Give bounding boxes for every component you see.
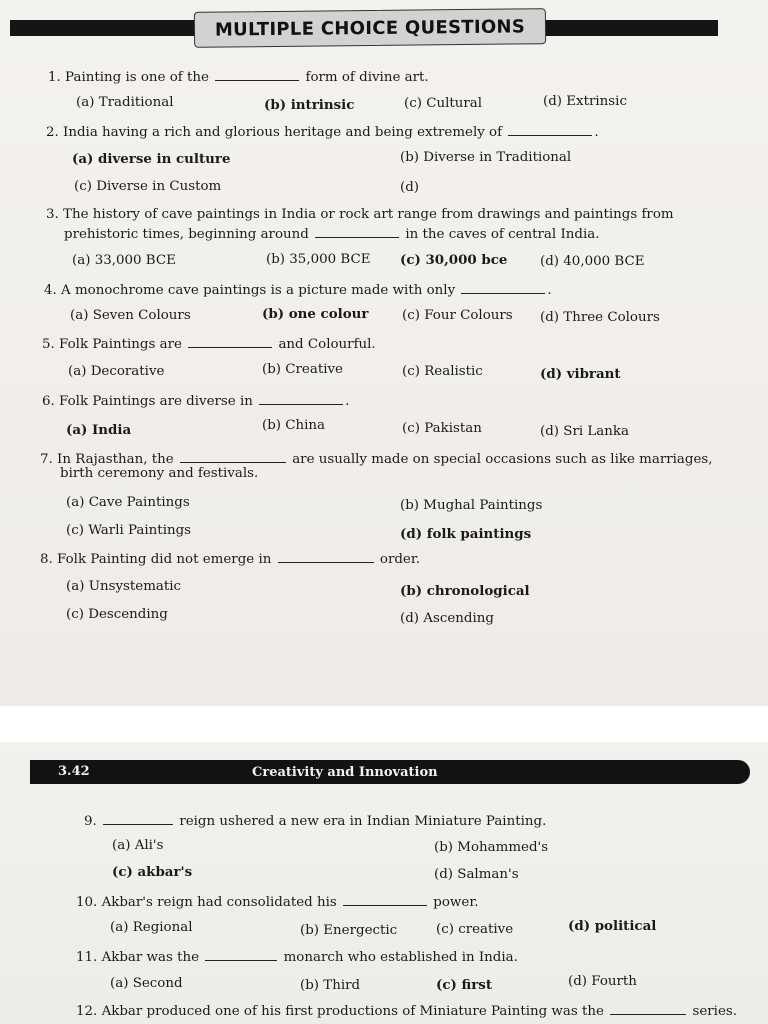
answer-blank <box>103 812 173 825</box>
option-8d: (d) Ascending <box>400 611 494 626</box>
option-10a: (a) Regional <box>110 920 193 935</box>
chapter-title: Creativity and Innovation <box>252 765 438 780</box>
question-8 <box>40 550 420 568</box>
option-1a: (a) Traditional <box>76 95 174 110</box>
option-9c-marked-answer: (c) akbar's <box>112 864 193 880</box>
question-number: 9. <box>84 814 97 829</box>
question-text: . <box>345 394 350 409</box>
option-5a: (a) Decorative <box>68 364 165 379</box>
option-8b-marked-answer: (b) chronological <box>400 583 530 599</box>
option-4a: (a) Seven Colours <box>70 308 191 323</box>
question-number: 12. <box>76 1004 98 1019</box>
option-10c: (c) creative <box>436 922 514 937</box>
page-number: 3.42 <box>58 764 90 779</box>
question-text: Folk Paintings are diverse in <box>59 394 253 409</box>
option-9a: (a) Ali's <box>112 838 164 853</box>
question-text: are usually made on special occasions such as like marriages, <box>292 452 713 467</box>
answer-blank <box>315 225 399 238</box>
option-4d: (d) Three Colours <box>540 310 660 325</box>
chapter-header-bar <box>30 760 750 784</box>
answer-blank <box>215 68 299 81</box>
question-text: and Colourful. <box>278 337 376 352</box>
option-4b-marked-answer: (b) one colour <box>262 306 369 322</box>
answer-blank <box>278 550 374 563</box>
question-text: Folk Paintings are <box>59 337 182 352</box>
question-text: A monochrome cave paintings is a picture made with only <box>61 283 456 298</box>
question-10 <box>76 893 479 911</box>
option-3b: (b) 35,000 BCE <box>266 252 371 267</box>
question-6 <box>42 392 349 410</box>
answer-blank <box>205 948 277 961</box>
question-text: reign ushered a new era in Indian Miniature Painting. <box>179 814 547 829</box>
question-number: 5. <box>42 337 55 352</box>
question-text: Akbar's reign had consolidated his <box>101 895 337 910</box>
question-number: 1. <box>48 70 61 85</box>
option-10b: (b) Energectic <box>300 923 398 938</box>
question-11 <box>76 948 518 966</box>
option-4c: (c) Four Colours <box>402 308 513 323</box>
option-3a: (a) 33,000 BCE <box>72 253 176 268</box>
option-10d-marked-answer: (d) political <box>568 918 657 934</box>
question-text: order. <box>379 552 421 567</box>
option-1b-marked-answer: (b) intrinsic <box>264 97 355 113</box>
question-text: prehistoric times, beginning around <box>64 227 309 242</box>
section-title-label: MULTIPLE CHOICE QUESTIONS <box>194 8 546 48</box>
answer-blank <box>508 123 592 136</box>
answer-blank <box>188 335 272 348</box>
question-text: monarch who established in India. <box>283 950 518 965</box>
option-1d: (d) Extrinsic <box>543 94 627 109</box>
option-7c: (c) Warli Paintings <box>66 523 192 538</box>
question-text: In Rajasthan, the <box>57 452 174 467</box>
option-7a: (a) Cave Paintings <box>66 495 190 510</box>
option-8a: (a) Unsystematic <box>66 579 182 594</box>
option-2a-marked-answer: (a) diverse in culture <box>72 151 231 167</box>
question-3 <box>46 207 674 223</box>
option-9d: (d) Salman's <box>434 867 519 882</box>
question-text: . <box>547 283 552 298</box>
option-8c: (c) Descending <box>66 607 168 622</box>
option-2c: (c) Diverse in Custom <box>74 179 222 194</box>
question-text: form of divine art. <box>305 70 429 85</box>
question-2 <box>46 123 599 141</box>
question-number: 3. <box>46 207 59 222</box>
question-number: 6. <box>42 394 55 409</box>
option-9b: (b) Mohammed's <box>434 840 549 855</box>
question-text: series. <box>692 1004 738 1019</box>
question-text: The history of cave paintings in India or rock art range from drawings and paintings from <box>63 207 674 222</box>
option-6c: (c) Pakistan <box>402 421 482 436</box>
option-2b: (b) Diverse in Traditional <box>400 150 572 165</box>
question-4 <box>44 281 552 299</box>
option-1c: (c) Cultural <box>404 96 483 111</box>
title-rule-left <box>10 20 198 36</box>
option-5c: (c) Realistic <box>402 364 483 379</box>
answer-blank <box>610 1002 686 1015</box>
question-text: Akbar produced one of his first productions of Miniature Painting was the <box>101 1004 604 1019</box>
option-11c-marked-answer: (c) first <box>436 977 493 993</box>
question-text: India having a rich and glorious heritage and being extremely of <box>63 125 503 140</box>
option-7d-marked-answer: (d) folk paintings <box>400 526 532 542</box>
question-9 <box>84 812 546 830</box>
option-11d: (d) Fourth <box>568 974 637 989</box>
question-number: 11. <box>76 950 98 965</box>
question-3-continued <box>64 225 599 243</box>
page-gap <box>0 706 768 742</box>
question-number: 8. <box>40 552 53 567</box>
option-7b: (b) Mughal Paintings <box>400 498 543 513</box>
question-number: 4. <box>44 283 57 298</box>
question-text: in the caves of central India. <box>405 227 600 242</box>
option-11a: (a) Second <box>110 976 183 991</box>
question-text: Akbar was the <box>101 950 200 965</box>
workbook-page-bottom <box>0 742 768 1024</box>
question-12 <box>76 1002 737 1020</box>
answer-blank <box>180 450 286 463</box>
title-rule-right <box>540 20 718 36</box>
option-5b: (b) Creative <box>262 362 343 377</box>
option-11b: (b) Third <box>300 978 361 993</box>
question-number: 10. <box>76 895 98 910</box>
option-2d: (d) <box>400 180 420 195</box>
option-6b: (b) China <box>262 418 326 433</box>
question-number: 2. <box>46 125 59 140</box>
option-3c-marked-answer: (c) 30,000 bce <box>400 252 508 268</box>
question-1 <box>48 68 429 86</box>
option-6a-marked-answer: (a) India <box>66 422 132 438</box>
option-3d: (d) 40,000 BCE <box>540 254 645 269</box>
question-number: 7. <box>40 452 53 467</box>
option-6d: (d) Sri Lanka <box>540 424 629 439</box>
option-5d-marked-answer: (d) vibrant <box>540 366 621 382</box>
answer-blank <box>343 893 427 906</box>
question-text: Folk Painting did not emerge in <box>57 552 272 567</box>
question-text: Painting is one of the <box>65 70 209 85</box>
question-7-continued: birth ceremony and festivals. <box>60 466 259 481</box>
question-text: power. <box>433 895 479 910</box>
answer-blank <box>461 281 545 294</box>
question-5 <box>42 335 376 353</box>
question-text: . <box>594 125 599 140</box>
answer-blank <box>259 392 343 405</box>
section-title <box>0 4 768 44</box>
